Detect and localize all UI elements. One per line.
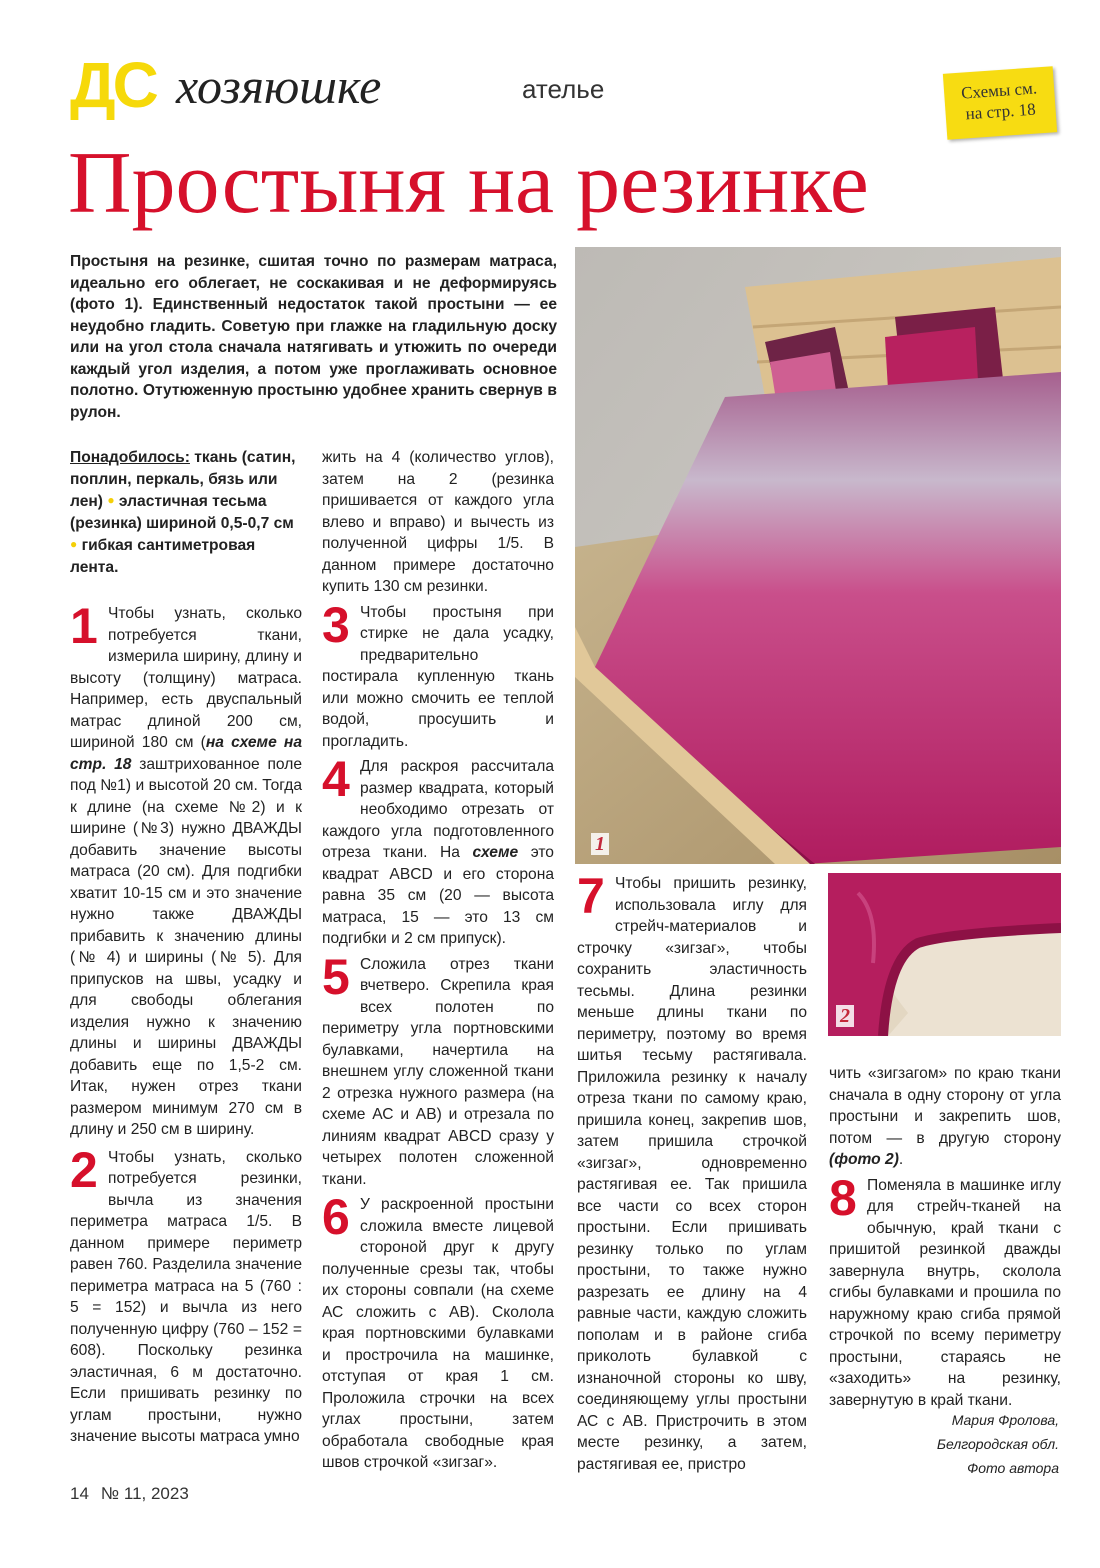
column-2 <box>322 447 554 1474</box>
page-footer <box>70 1484 189 1504</box>
materials-label: Понадобилось: <box>70 449 190 466</box>
step-text: Сложила отрез ткани вчетверо. Скрепила края всех полотен по периметру угла портновскими булавками, начертила на внешнем углу сложенной ткани 2 отрезка нужного размера (на схеме АС и АВ) и отрезала по линиям квадрат ABCD сразу у четырех полотен сложенной ткани. <box>322 955 554 1188</box>
step-text: Чтобы узнать, сколько потребуется ткани, измерила ширину, длину и высоту (толщину) матраса. Например, есть двуспальный матрас длиной 200 см, шириной 180 см ( <box>70 605 302 751</box>
author-name: Мария Фролова, <box>951 1412 1059 1428</box>
step-number: 5 <box>322 948 350 1005</box>
step-text: Чтобы пришить резинку, использовала иглу для стрейч-материалов и строчку «зигзаг», чтобы сохранить эластичность тесьмы. Длина резинки меньше длины ткани по периметру, поэтому во время шитья тесьму растягивала. Приложила резинку к началу отреза ткани по самому краю, пришила конец, закрепив шов, затем пришила строчкой «зигзаг», одновременно растягивая ее. Так пришила все части со всех сторон простыни. Если пришивать резинку только по углам простыни, то также нужно разрезать ее длину на 4 равные части, каждую сложить пополам и в районе сгиба приколоть булавкой с изнаночной стороны ко шву, соединяющему углы простыни АС с АВ. Пристрочить в этом месте резинку, а затем, растягивая ее, пристро <box>577 875 807 1473</box>
bullet-dot-icon: ● <box>70 537 78 551</box>
step-text: Для раскроя рассчитала размер квадрата, который необходимо отрезать от каждого угла подготовленного отреза ткани. На <box>322 758 554 861</box>
step-text: . <box>898 1151 904 1168</box>
step-1 <box>70 598 302 1141</box>
page-title: Простыня на резинке <box>68 135 869 232</box>
column-3 <box>577 868 807 1475</box>
step-number: 6 <box>322 1189 350 1245</box>
author-signature <box>829 1408 1059 1480</box>
step-number: 3 <box>322 596 350 653</box>
step-5 <box>322 948 554 1191</box>
bed-illustration <box>575 247 1061 864</box>
step-text: Чтобы простыня при стирке не дала усадку, предварительно постирала купленную ткань или можно смочить ее теплой водой, просушить и прогладить. <box>322 603 554 750</box>
step-2 <box>70 1141 302 1448</box>
step-3 <box>322 596 554 753</box>
step-number: 2 <box>70 1141 98 1198</box>
author-region: Белгородская обл. <box>936 1436 1059 1452</box>
photo-credit: Фото автора <box>967 1460 1059 1476</box>
brand-logo-ds: ДС <box>70 49 156 121</box>
step-number: 7 <box>577 868 605 924</box>
step-text-emphasis: (фото 2) <box>829 1151 899 1168</box>
step-text: чить «зигзагом» по краю ткани сначала в одну сторону от угла простыни и закрепить шов, потом — в другую сторону <box>829 1065 1061 1147</box>
step-number: 1 <box>70 598 98 654</box>
materials-item-fabric: ткань (сатин, поплин, перкаль, бязь или лен) <box>70 449 296 510</box>
corner-illustration <box>828 873 1061 1036</box>
step-text: Поменяла в машинке иглу для стрейч-тканей на обычную, край ткани с пришитой резинкой дважды завернула внутрь, сколола сгибы булавками и прошила по наружному краю сгиба прямой строчкой по всему периметру простыни, стараясь не «заходить» на резинку, завернутую в край ткани. <box>829 1176 1061 1409</box>
step-text-emphasis: схеме <box>472 844 519 861</box>
photo-sheet-corner <box>828 873 1061 1036</box>
step-8 <box>829 1169 1061 1412</box>
section-label: ателье <box>522 74 605 104</box>
brand-logo-housewife: хозяюшке <box>176 58 382 114</box>
photo-1-label: 1 <box>591 833 609 855</box>
column-4 <box>829 1063 1061 1411</box>
issue-number: № 11, 2023 <box>100 1484 189 1503</box>
column-1 <box>70 447 302 1448</box>
step-text: заштрихованное поле под №1) и высотой 20 см. Тогда к длине (на схеме №2) и к ширине (№3) нужно ДВАЖДЫ добавить значение высоты матраса (20 см). Для подгибки хватит 10-15 см и это значение нужно также ДВАЖДЫ прибавить к значению длины (№ 4) и ширины (№ 5). Для припусков на швы, усадку и для свободы облегания изделия нужно к значению длины и ширины ДВАЖДЫ добавить еще по 1,5-2 см. Итак, нужен отрез ткани размером минимум 270 см в длину и 250 см в ширину. <box>70 755 302 1138</box>
step-2-continued: жить на 4 (количество углов), затем на 2 (резинка пришивается от каждого угла влево и вправо) и вычесть из полученной цифры 1/5. В данном примере достаточно купить 130 см резинки. <box>322 449 554 595</box>
photo-bed-fitted-sheet <box>575 247 1061 864</box>
lead-paragraph: Простыня на резинке, сшитая точно по размерам матраса, идеально его облегает, не соскакивая и не деформируясь (фото 1). Единственный недостаток такой простыни — ее неудобно гладить. Советую при глажке на гладильную доску или на угол стола сначала натягивать и утюжить по очереди каждый угол изделия, а потом уже проглаживать основное полотно. Отутюженную простыню удобнее хранить свернув в рулон. <box>70 253 557 421</box>
schemes-line-1: Схемы см. <box>960 78 1038 103</box>
materials-needed <box>70 447 302 578</box>
step-text: Чтобы узнать, сколько потребуется резинки, вычла из значения периметра матраса 1/5. В данном примере периметр равен 760. Разделила значение периметра матраса на 5 (760 : 5 = 152) и вычла из него полученную цифру (760 – 152 = 608). Поскольку резинка эластичная, 6 м достаточно. Если пришивать резинку по углам простыни, нужно значение высоты матраса умно <box>70 1148 302 1445</box>
step-text-emphasis: на схеме на стр. 18 <box>70 734 302 773</box>
schemes-sticker <box>943 66 1057 140</box>
step-text: это квадрат ABCD и его сторона равна 35 см (20 — высота матраса, 15 — это 13 см подгибки и 2 см припуск). <box>322 844 554 947</box>
step-text: У раскроенной простыни сложила вместе лицевой стороной друг к другу полученные срезы так, чтобы их стороны совпали (на схеме АС сложить с АВ). Сколола края портновскими булавками и прострочила на машинке, отступая от края 1 см. Проложила строчки на всех углах простыни, затем обработала свободные края швов строчкой «зигзаг». <box>322 1196 554 1471</box>
step-number: 4 <box>322 751 350 807</box>
step-7-continued <box>829 1063 1061 1171</box>
bullet-dot-icon: ● <box>107 493 115 507</box>
materials-item-elastic: эластичная тесьма (резинка) шириной 0,5-0,7 см <box>70 493 294 532</box>
step-6 <box>322 1189 554 1474</box>
step-4 <box>322 751 554 950</box>
step-number: 8 <box>829 1169 857 1226</box>
page-number: 14 <box>70 1484 89 1503</box>
step-7 <box>577 868 807 1475</box>
materials-item-tape: гибкая сантиметровая лента. <box>70 537 256 576</box>
photo-2-label: 2 <box>836 1005 854 1027</box>
schemes-line-2: на стр. 18 <box>964 99 1037 124</box>
